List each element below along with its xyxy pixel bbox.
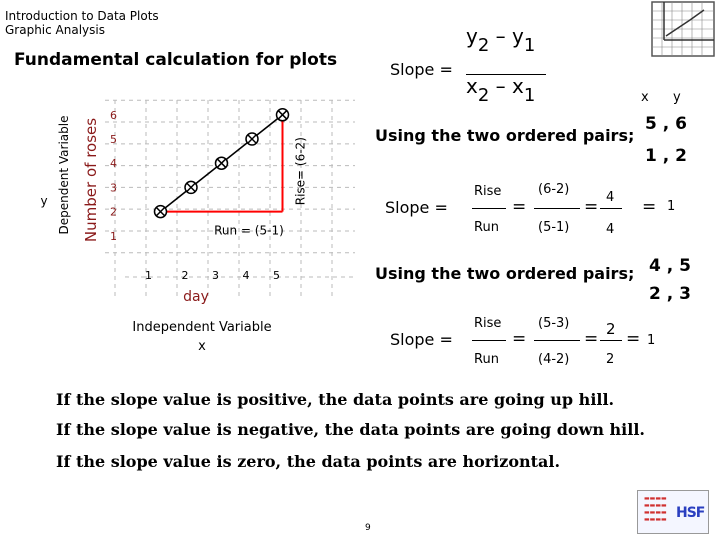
chart-gridlines [105, 100, 355, 300]
x-tick-label: 5 [273, 269, 280, 282]
y-axis-label: Number of roses [82, 117, 100, 243]
header-subtitle: Graphic Analysis [5, 23, 105, 37]
x-axis-variable: x [198, 339, 206, 354]
example1-eq2: = [584, 197, 599, 217]
example2-pairs-label: Using the two ordered pairs; [375, 264, 635, 283]
logo-lettering: ▬▬▬▬ ▬▬▬▬ ▬▬▬▬ ▬▬▬▬ [644, 495, 667, 523]
data-plot-chart [0, 95, 360, 355]
data-point [155, 206, 167, 218]
example2-num2-den2-bar [600, 340, 622, 341]
data-point [216, 157, 228, 169]
example2-run: Run [474, 352, 499, 367]
example2-eq2: = [584, 329, 599, 349]
example2-eq3: = [626, 329, 641, 349]
y-tick-label: 5 [110, 133, 117, 146]
example2-result: 1 [647, 333, 656, 348]
example1-pairs-label: Using the two ordered pairs; [375, 126, 635, 145]
example1-pair-b: 1 , 2 [645, 146, 687, 166]
example2-eq1: = [512, 329, 527, 349]
example2-den2: 2 [606, 352, 615, 367]
data-point [185, 181, 197, 193]
header-title: Introduction to Data Plots [5, 9, 159, 23]
y-tick-label: 4 [110, 157, 117, 171]
example2-pair-b: 2 , 3 [649, 284, 691, 304]
example1-eq1: = [512, 197, 527, 217]
example1-num-den-bar [534, 208, 580, 209]
slope-formula-numerator: y2 – y1 [466, 24, 536, 56]
example1-rise-run-bar [472, 208, 506, 209]
x-tick-label: 1 [145, 269, 152, 282]
slope-formula-label: Slope = [390, 60, 453, 79]
example2-den: (4-2) [538, 352, 570, 367]
example1-den: (5-1) [538, 220, 570, 235]
rise-label: Rise= (6-2) [293, 137, 308, 206]
example1-num2: 4 [606, 190, 615, 205]
data-point [277, 109, 289, 121]
xy-header-y: y [673, 90, 681, 105]
x-tick-label: 3 [212, 269, 219, 282]
data-point [246, 133, 258, 145]
example2-num2: 2 [606, 320, 616, 338]
example1-num: (6-2) [538, 182, 570, 197]
note-positive-slope: If the slope value is positive, the data points are going up hill. [56, 390, 615, 409]
example1-den2: 4 [606, 222, 615, 237]
example1-result: 1 [667, 199, 676, 214]
y-tick-label: 2 [110, 205, 117, 219]
x-tick-label: 4 [242, 269, 250, 282]
graph-grid-icon [648, 0, 718, 60]
y-axis-variable: y [40, 194, 48, 208]
example2-pair-a: 4 , 5 [649, 256, 691, 276]
main-heading: Fundamental calculation for plots [14, 50, 338, 70]
example2-num: (5-3) [538, 316, 570, 331]
example2-rise-run-bar [472, 340, 506, 341]
slope-formula-denominator: x2 – x1 [466, 74, 536, 106]
school-logo [637, 490, 709, 534]
y-tick-label: 6 [110, 108, 117, 122]
example1-run: Run [474, 220, 499, 235]
axis-labels [40, 116, 307, 354]
example2-rise: Rise [474, 316, 502, 331]
x-axis-label: day [183, 289, 209, 305]
example1-pair-a: 5 , 6 [645, 114, 687, 134]
logo-mark: HSF [676, 505, 705, 521]
y-tick-label: 1 [110, 229, 117, 243]
y-tick-label: 3 [110, 181, 117, 195]
x-axis-outer-label: Independent Variable [132, 320, 272, 335]
example2-num-den-bar [534, 340, 580, 341]
example1-rise: Rise [474, 184, 502, 199]
example1-num2-den2-bar [600, 208, 622, 209]
run-label: Run = (5-1) [214, 223, 284, 238]
note-negative-slope: If the slope value is negative, the data points are going down hill. [56, 420, 645, 439]
x-tick-label: 2 [181, 269, 189, 282]
page-number: 9 [365, 523, 371, 533]
example1-slope-label: Slope = [385, 198, 448, 217]
example1-eq3: = [642, 197, 657, 217]
note-zero-slope: If the slope value is zero, the data points are horizontal. [56, 452, 561, 471]
example2-slope-label: Slope = [390, 330, 453, 349]
y-axis-outer-label: Dependent Variable [57, 115, 71, 235]
xy-header-x: x [641, 90, 649, 105]
